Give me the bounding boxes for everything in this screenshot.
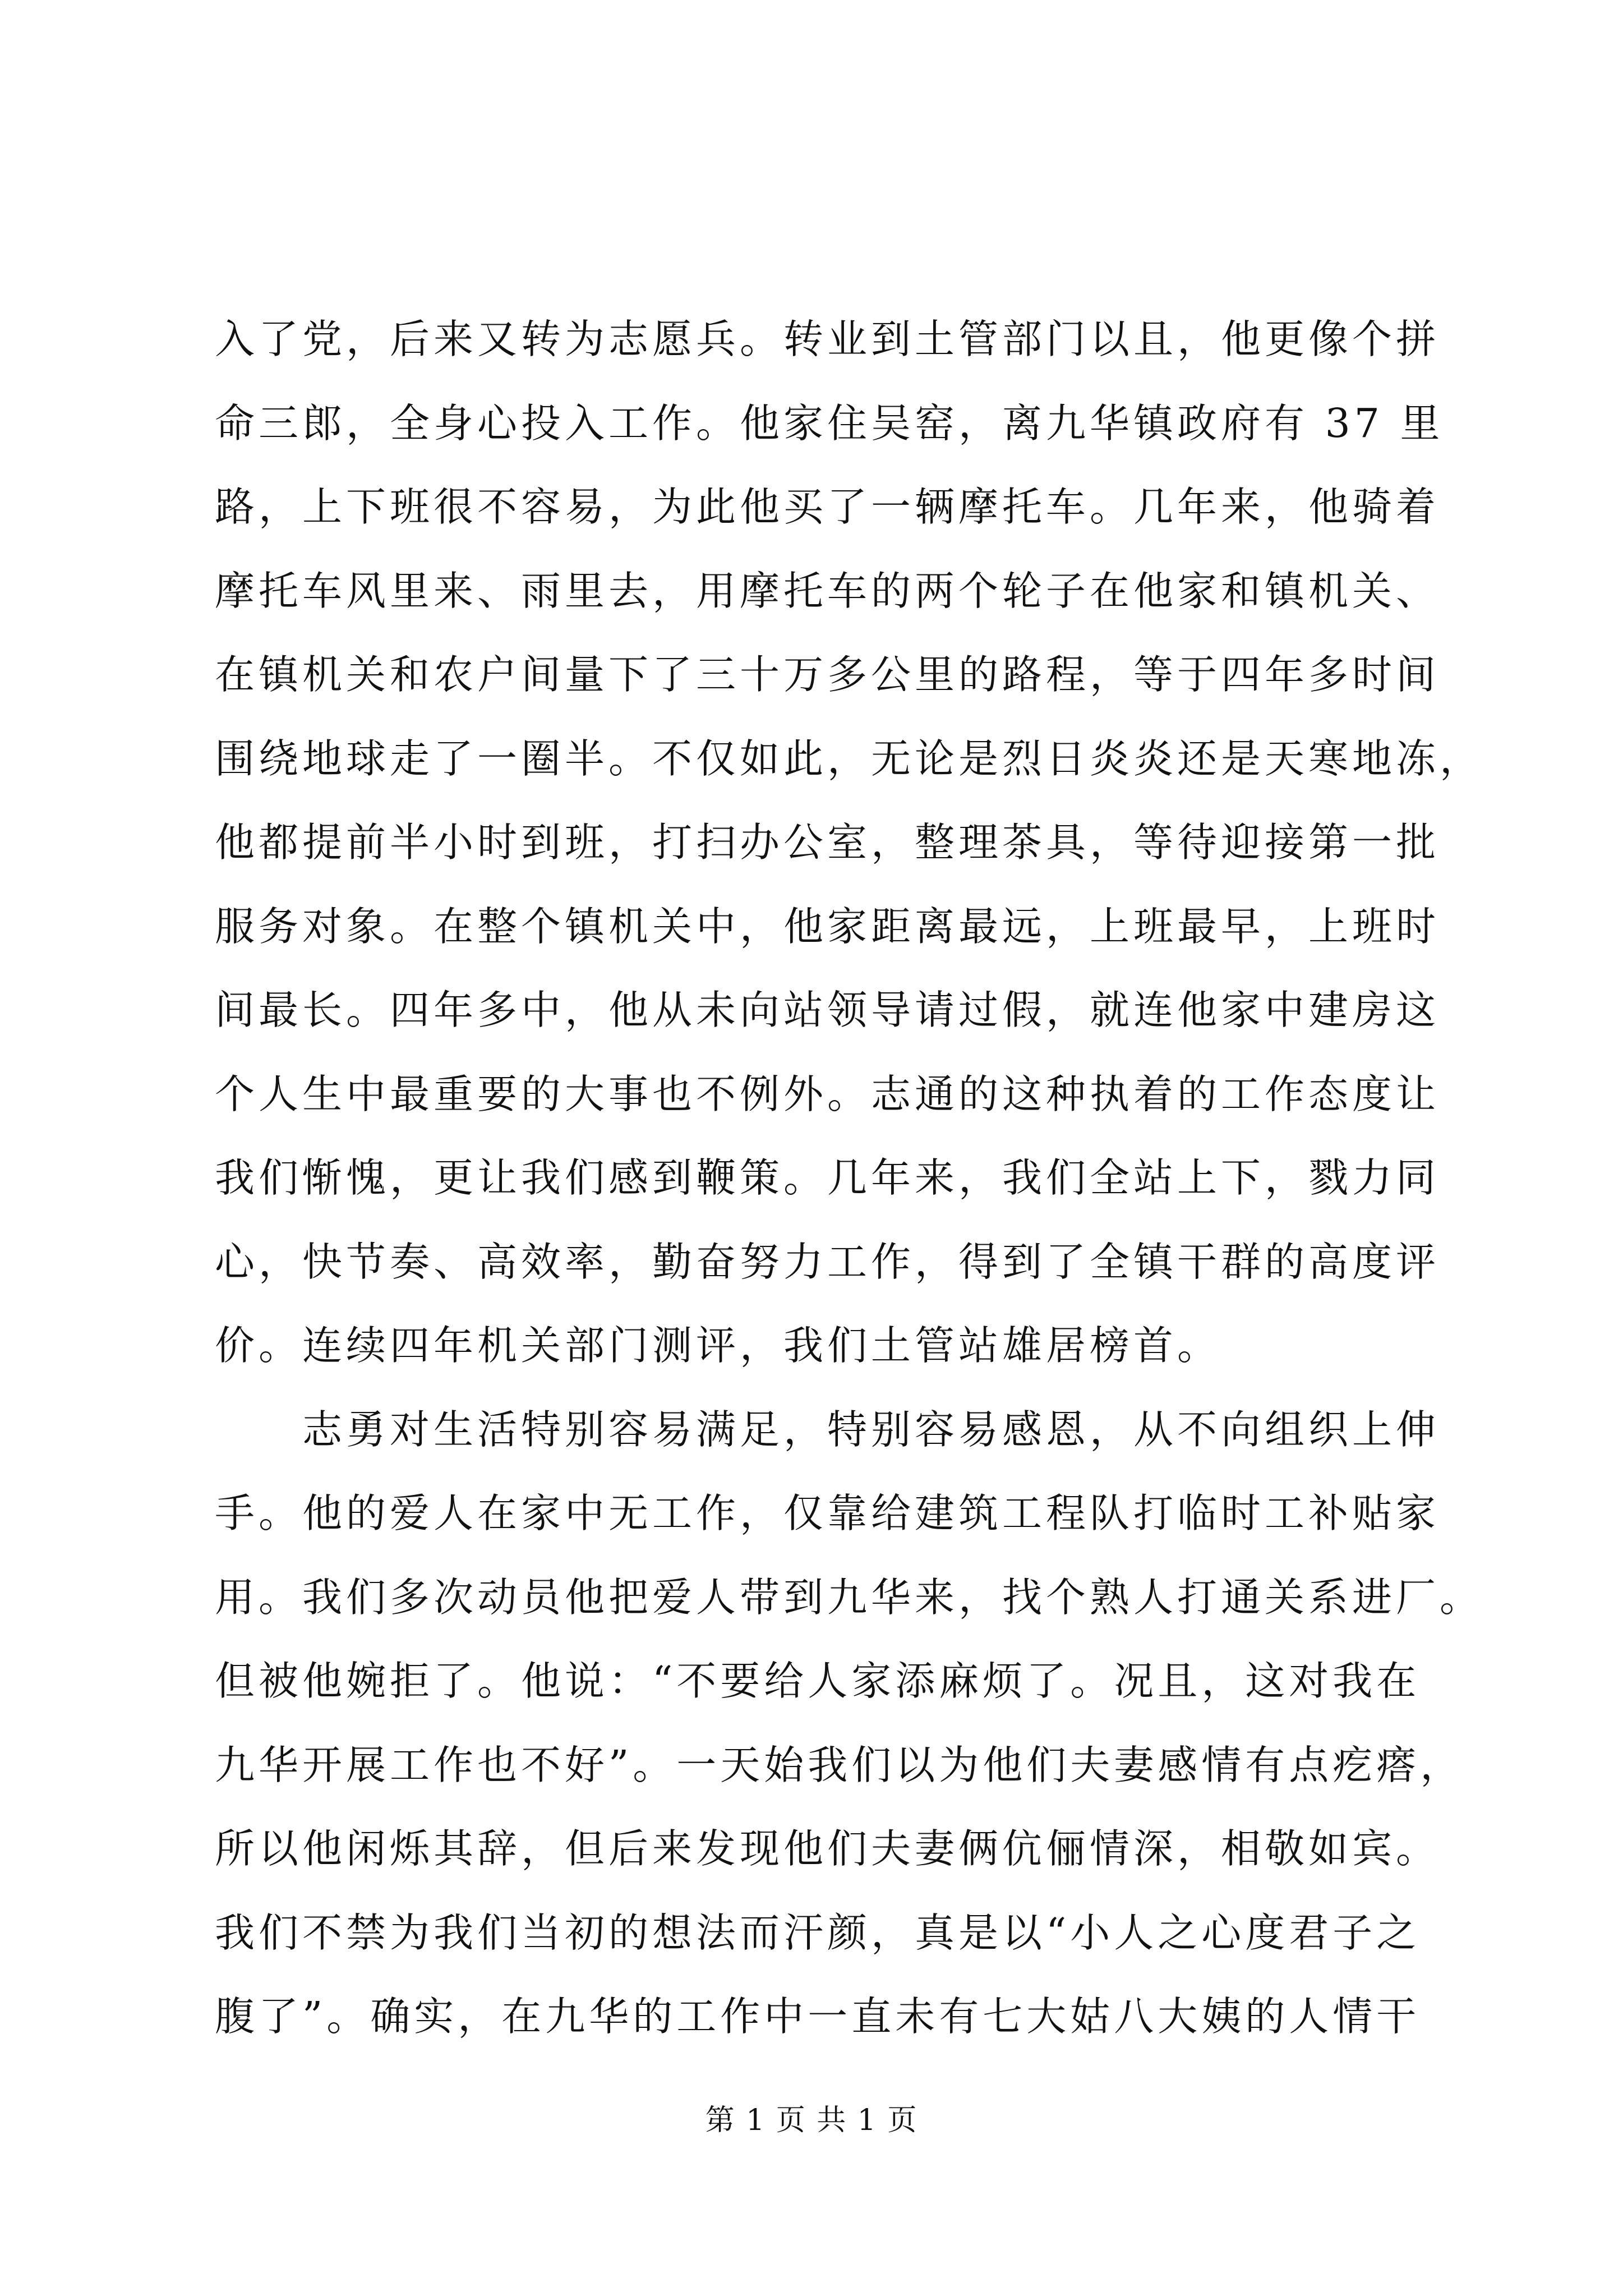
text-line: 我们惭愧，更让我们感到鞭策。几年来，我们全站上下，戮力同	[215, 1154, 1440, 1201]
text-line: 入了党，后来又转为志愿兵。转业到土管部门以且，他更像个拼	[215, 316, 1440, 362]
text-line: 个人生中最重要的大事也不例外。志通的这种执着的工作态度让	[215, 1070, 1440, 1117]
body-text	[215, 297, 1484, 2059]
page-number-label: 第 1 页 共 1 页	[705, 2104, 918, 2137]
text-line: 我们不禁为我们当初的想法而汗颜，真是以“小人之心度君子之	[215, 1909, 1421, 1956]
text-line: 志勇对生活特别容易满足，特别容易感恩，从不向组织上伸	[215, 1406, 1440, 1453]
text-line: 围绕地球走了一圈半。不仅如此，无论是烈日炎炎还是天寒地冻，	[215, 735, 1484, 782]
text-line: 在镇机关和农户间量下了三十万多公里的路程，等于四年多时间	[215, 651, 1440, 698]
text-line: 心，快节奏、高效率，勤奋努力工作，得到了全镇干群的高度评	[215, 1238, 1440, 1285]
text-line: 手。他的爱人在家中无工作，仅靠给建筑工程队打临时工补贴家	[215, 1490, 1440, 1536]
text-line: 用。我们多次动员他把爱人带到九华来，找个熟人打通关系进厂。	[215, 1573, 1484, 1621]
text-line: 他都提前半小时到班，打扫办公室，整理茶具，等待迎接第一批	[215, 819, 1440, 866]
text-line: 命三郎，全身心投入工作。他家住吴窑，离九华镇政府有 37 里	[215, 399, 1444, 447]
text-line: 九华开展工作也不好”。一天始我们以为他们夫妻感情有点疙瘩，	[215, 1741, 1464, 1788]
text-line: 路，上下班很不容易，为此他买了一辆摩托车。几年来，他骑着	[215, 484, 1440, 530]
text-line: 所以他闲烁其辞，但后来发现他们夫妻俩伉俪情深，相敬如宾。	[215, 1825, 1440, 1872]
text-line: 摩托车风里来、雨里去，用摩托车的两个轮子在他家和镇机关、	[215, 567, 1440, 614]
text-line: 腹了”。确实，在九华的工作中一直未有七大姑八大姨的人情干	[215, 1993, 1421, 2040]
page-footer	[0, 2101, 1623, 2140]
text-line: 价。连续四年机关部门测评，我们土管站雄居榜首。	[215, 1322, 1221, 1369]
text-line: 服务对象。在整个镇机关中，他家距离最远，上班最早，上班时	[215, 903, 1440, 950]
text-line: 间最长。四年多中，他从未向站领导请过假，就连他家中建房这	[215, 987, 1440, 1033]
text-line: 但被他婉拒了。他说：“不要给人家添麻烦了。况且，这对我在	[215, 1658, 1421, 1704]
